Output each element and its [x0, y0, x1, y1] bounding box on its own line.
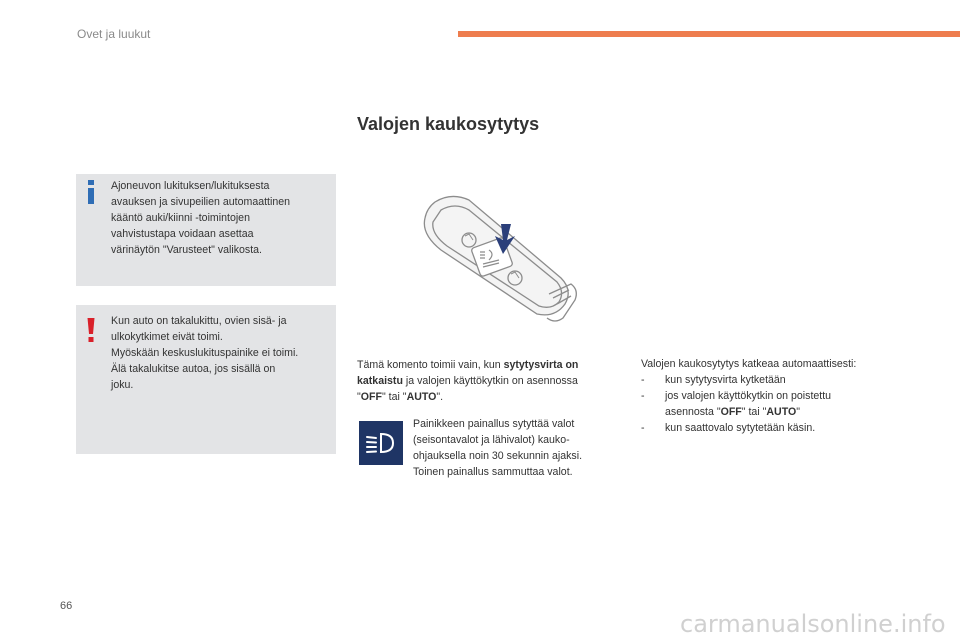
quote: "	[357, 391, 361, 403]
list-item-text-part: jos valojen käyttökytkin on poistettu	[665, 390, 832, 402]
list-item-text	[665, 388, 831, 420]
condition-text-part: " tai "	[381, 391, 407, 403]
condition-text-part: ja valojen käyttökytkin on asennossa	[402, 375, 578, 387]
auto-label: AUTO	[766, 406, 797, 418]
auto-label: AUTO	[406, 391, 437, 403]
warning-line: Kun auto on takalukittu, ovien sisä- ja	[111, 315, 287, 327]
button-description-line: (seisontavalot ja lähivalot) kauko-	[413, 434, 570, 446]
list-item-text: kun sytytysvirta kytketään	[665, 374, 786, 386]
button-description-line: Toinen painallus sammuttaa valot.	[413, 466, 573, 478]
warning-line: Myöskään keskuslukituspainike ei toimi.	[111, 347, 299, 359]
dash: -	[641, 422, 645, 434]
button-description	[413, 416, 613, 480]
auto-off-intro: Valojen kaukosytytys katkeaa automaattisesti:	[641, 358, 857, 370]
condition-bold: sytytysvirta on	[503, 359, 579, 371]
key-fob-illustration	[411, 190, 581, 336]
info-line: vahvistustapa voidaan asettaa	[111, 228, 254, 240]
info-line: kääntö auki/kiinni -toimintojen	[111, 212, 250, 224]
auto-off-text	[641, 356, 903, 436]
header-accent-bar	[458, 31, 960, 37]
quote: "	[796, 406, 800, 418]
info-icon	[87, 180, 95, 204]
info-line: avauksen ja sivupeilien automaattinen	[111, 196, 291, 208]
watermark: carmanualsonline.info	[680, 610, 946, 638]
list-item-text-part: " tai "	[741, 406, 767, 418]
dash: -	[641, 390, 645, 402]
button-description-line: Painikkeen painallus sytyttää valot	[413, 418, 575, 430]
warning-line: joku.	[111, 379, 134, 391]
list-item-text-part: asennosta "	[665, 406, 721, 418]
page-number: 66	[60, 600, 73, 612]
condition-text-part: Tämä komento toimii vain, kun	[357, 359, 504, 371]
list-item	[641, 388, 903, 420]
list-item	[641, 420, 903, 436]
warning-icon	[87, 318, 95, 342]
condition-bold: katkaistu	[357, 375, 403, 387]
off-label: OFF	[720, 406, 742, 418]
page-title: Valojen kaukosytytys	[357, 114, 540, 134]
warning-text	[111, 313, 331, 393]
condition-text	[357, 357, 625, 405]
condition-text-part: ".	[436, 391, 444, 403]
headlamp-button-icon	[359, 421, 403, 465]
warning-line: Älä takalukitse autoa, jos sisällä on	[111, 363, 276, 375]
list-item-text: kun saattovalo sytytetään käsin.	[665, 422, 816, 434]
button-description-line: ohjauksella noin 30 sekunnin ajaksi.	[413, 450, 583, 462]
dash: -	[641, 374, 645, 386]
info-line: värinäytön "Varusteet" valikosta.	[111, 244, 263, 256]
section-title: Ovet ja luukut	[77, 27, 151, 41]
headlamp-icon	[359, 421, 403, 465]
off-label: OFF	[360, 391, 382, 403]
info-text	[111, 178, 329, 258]
info-line: Ajoneuvon lukituksen/lukituksesta	[111, 180, 270, 192]
list-item	[641, 372, 903, 388]
warning-line: ulkokytkimet eivät toimi.	[111, 331, 223, 343]
